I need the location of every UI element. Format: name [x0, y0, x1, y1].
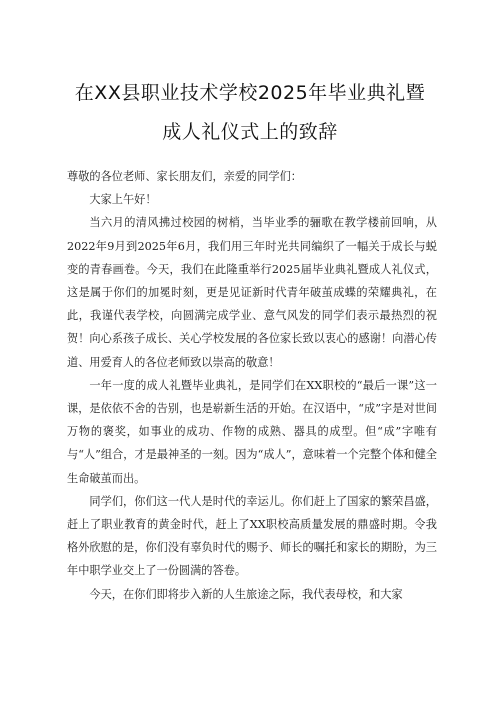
- salutation: 尊敬的各位老师、家长朋友们，亲爱的同学们：: [67, 170, 302, 183]
- paragraph-opening: 当六月的清风拂过校园的树梢，当毕业季的骊歌在教学楼前回响，从2022年9月到2025年6月，我们用三年时光共同编织了一幅关于成长与蜕变的青春画卷。今天，我们在此隆重举行2025届毕业典礼暨成人礼仪式，这是属于你们的加冕时刻，更是见证新时代青年破茧成蝶的荣耀典礼，在此，我谨代表学校，向圆满完成学业、意气风发的同学们表示最热烈的祝贺！向心系孩子成长、关心学校发展的各位家长致以衷心的感谢！向潜心传道、用爱育人的各位老师致以崇高的敬意！: [67, 216, 437, 369]
- paragraph-fortunate-generation: 同学们，你们这一代人是时代的幸运儿。你们赶上了国家的繁荣昌盛，赶上了职业教育的黄金时代，赶上了XX职校高质量发展的鼎盛时期。令我格外欣慰的是，你们没有辜负时代的赐予、师长的嘱托和家长的期盼，为三年中职学业交上了一份圆满的答卷。: [67, 494, 437, 578]
- document-body: [67, 165, 437, 606]
- document-title-line-2: 成人礼仪式上的致辞: [162, 121, 338, 143]
- paragraph-greeting: 大家上午好！: [89, 193, 157, 207]
- paragraph-coming-of-age: 一年一度的成人礼暨毕业典礼，是同学们在XX职校的“最后一课”这一课，是依依不舍的告别，也是崭新生活的开始。在汉语中，“成”字是对世间万物的褒奖，如事业的成功、作物的成熟、器具的成型。但“成”字唯有与“人”组合，才是最神圣的一刻。因为“成人”，意味着一个完整个体和健全生命破茧而出。: [67, 378, 437, 485]
- document-title-line-1: 在XX县职业技术学校2025年毕业典礼暨: [74, 82, 426, 104]
- paragraph-farewell: 今天，在你们即将步入新的人生旅途之际，我代表母校，和大家: [89, 587, 403, 601]
